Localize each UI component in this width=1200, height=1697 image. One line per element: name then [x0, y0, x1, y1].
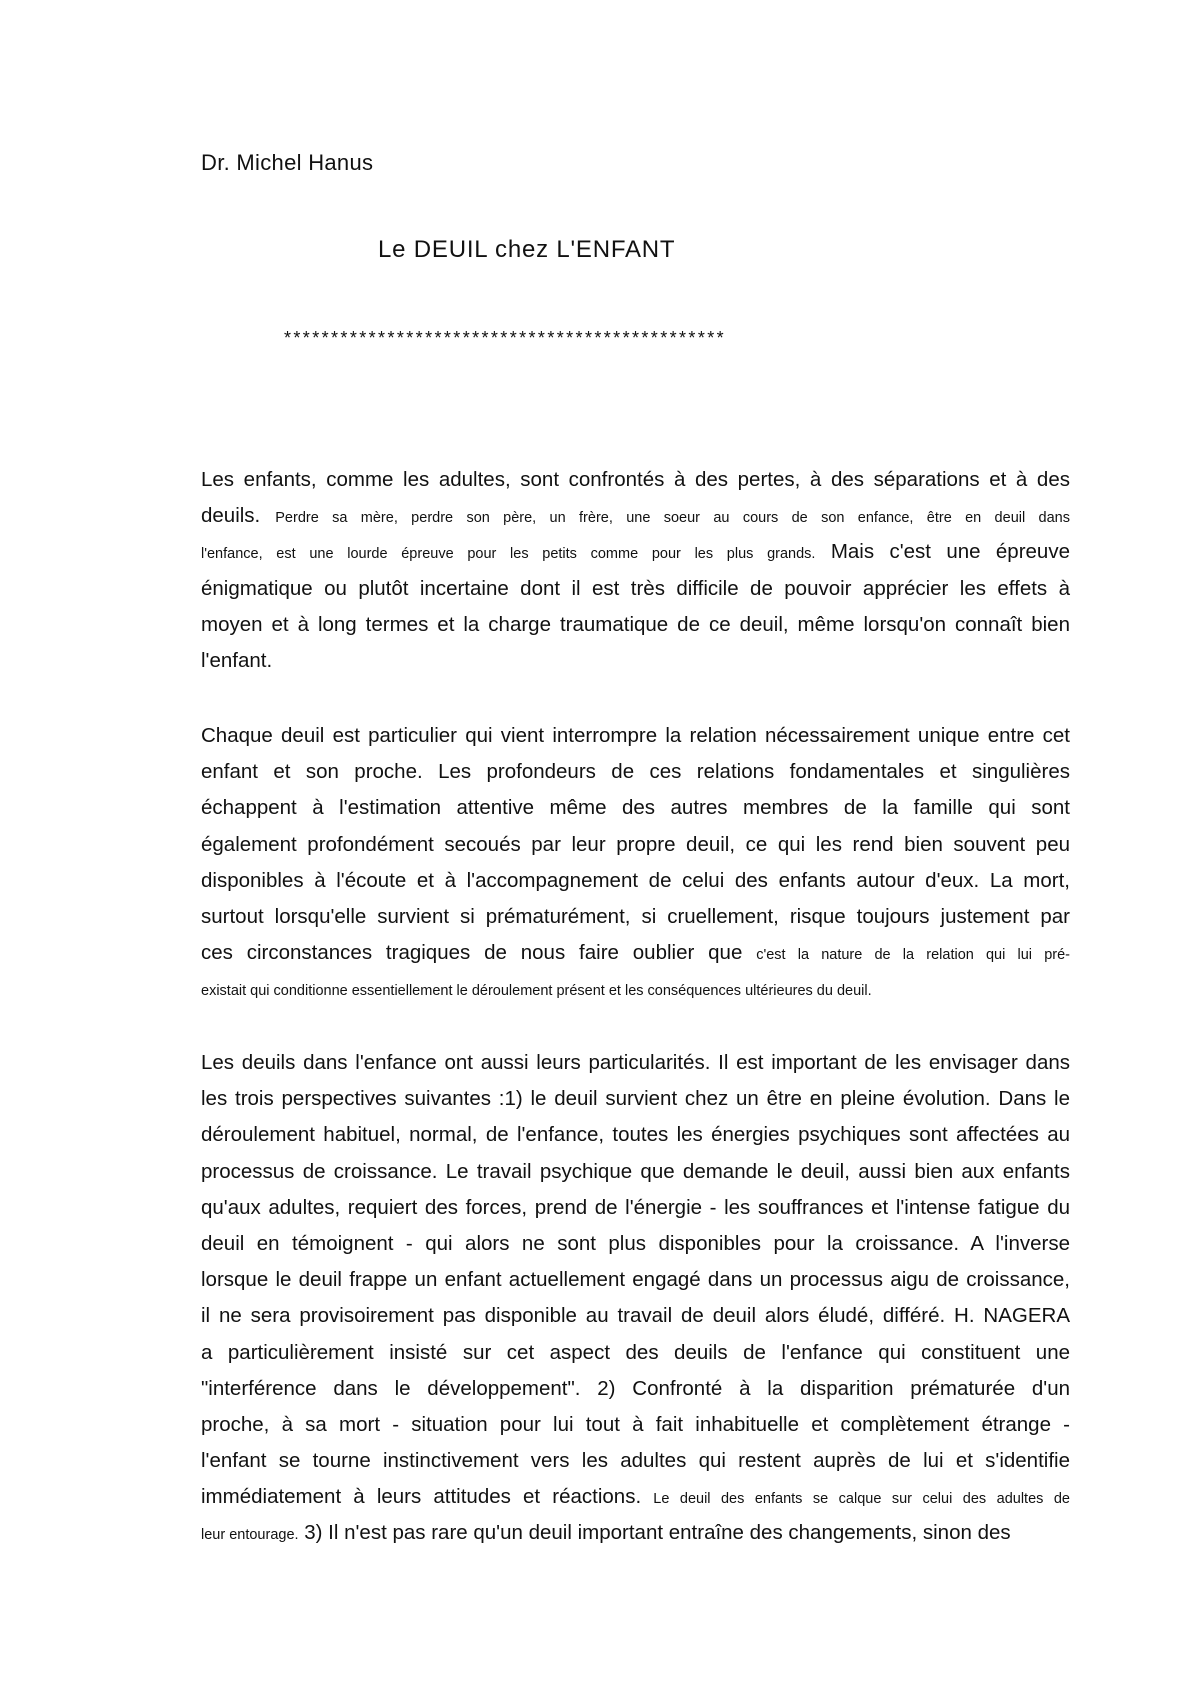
text-run: 3) Il n'est pas rare qu'un deuil important entraîne des changements, sinon des — [298, 1521, 1011, 1545]
paragraph-1 — [201, 462, 1070, 679]
text-run: a particulièrement insisté sur cet aspect des deuils de l'enfance qui constituent une — [201, 1340, 1070, 1364]
text-run-small: existait qui conditionne essentiellement le déroulement présent et les conséquences ultérieures du deuil. — [201, 983, 872, 1000]
text-run: enfant et son proche. Les profondeurs de ces relations fondamentales et singulières — [201, 760, 1070, 784]
text-line — [201, 498, 1070, 534]
text-run: "interférence dans le développement". 2) Confronté à la disparition prématurée d'un — [201, 1376, 1070, 1400]
separator-line: *********************************************** — [284, 328, 727, 348]
author-name: Dr. Michel Hanus — [201, 150, 374, 175]
text-run: Les enfants, comme les adultes, sont confrontés à des pertes, à des séparations et à des — [201, 468, 1070, 491]
text-line — [201, 607, 1070, 643]
text-run: qu'aux adultes, requiert des forces, prend de l'énergie - les souffrances et l'intense fatigue du — [201, 1195, 1070, 1219]
text-line — [201, 1479, 1070, 1515]
text-line — [201, 827, 1070, 863]
text-line — [201, 1226, 1070, 1262]
document-title: Le DEUIL chez L'ENFANT — [378, 236, 676, 263]
text-run: immédiatement à leurs attitudes et réactions. — [201, 1485, 654, 1509]
text-run: échappent à l'estimation attentive même des autres membres de la famille qui sont — [201, 796, 1070, 820]
text-run: processus de croissance. Le travail psychique que demande le deuil, aussi bien aux enfants — [201, 1159, 1070, 1183]
text-run: l'enfant. — [201, 648, 273, 672]
text-run: les trois perspectives suivantes :1) le deuil survient chez un être en pleine évolution. Dans le — [201, 1087, 1070, 1111]
text-line — [201, 935, 1070, 971]
text-line — [201, 718, 1070, 754]
text-line — [201, 899, 1070, 935]
text-run: Chaque deuil est particulier qui vient interrompre la relation nécessairement unique entre cet — [201, 724, 1070, 747]
text-line — [201, 1262, 1070, 1298]
text-line — [201, 1154, 1070, 1190]
text-run-small: l'enfance, est une lourde épreuve pour les petits comme pour les plus grands. — [201, 546, 816, 563]
text-line — [201, 790, 1070, 826]
text-run: deuil en témoignent - qui alors ne sont plus disponibles pour la croissance. A l'inverse — [201, 1231, 1070, 1255]
text-line — [201, 1335, 1070, 1371]
paragraph-2 — [201, 718, 1070, 1008]
text-run: l'enfant se tourne instinctivement vers les adultes qui restent auprès de lui et s'identifie — [201, 1449, 1070, 1473]
text-line — [201, 1371, 1070, 1407]
text-run: il ne sera provisoirement pas disponible au travail de deuil alors éludé, différé. H. NAGERA — [201, 1304, 1070, 1328]
text-run-small: c'est la nature de la relation qui lui pré- — [756, 947, 1070, 964]
text-line — [201, 1515, 1070, 1551]
text-line — [201, 1081, 1070, 1117]
text-line — [201, 643, 1070, 679]
text-run-small: Le deuil des enfants se calque sur celui des adultes de — [653, 1491, 1070, 1508]
text-run: lorsque le deuil frappe un enfant actuellement engagé dans un processus aigu de croissance, — [201, 1268, 1070, 1292]
text-line — [201, 462, 1070, 498]
text-line — [201, 1190, 1070, 1226]
text-run: disponibles à l'écoute et à l'accompagnement de celui des enfants autour d'eux. La mort, — [201, 868, 1070, 892]
text-line — [201, 571, 1070, 607]
text-line — [201, 534, 1070, 570]
text-run: énigmatique ou plutôt incertaine dont il est très difficile de pouvoir apprécier les effets à — [201, 576, 1070, 600]
text-run: ces circonstances tragiques de nous faire oublier que — [201, 941, 757, 965]
text-run-small: leur entourage. — [201, 1527, 299, 1544]
text-run: surtout lorsqu'elle survient si prématurément, si cruellement, risque toujours justement par — [201, 904, 1070, 928]
text-line — [201, 1443, 1070, 1479]
text-run-small: Perdre sa mère, perdre son père, un frère, une soeur au cours de son enfance, être en deuil dans — [275, 510, 1070, 527]
text-run: également profondément secoués par leur propre deuil, ce qui les rend bien souvent peu — [201, 832, 1070, 856]
paragraph-3 — [201, 1045, 1070, 1552]
text-run: deuils. — [201, 504, 276, 528]
text-line — [201, 1407, 1070, 1443]
text-line — [201, 1298, 1070, 1334]
text-line — [201, 754, 1070, 790]
text-line — [201, 863, 1070, 899]
text-run: Mais c'est une épreuve — [815, 540, 1070, 564]
text-run: Les deuils dans l'enfance ont aussi leurs particularités. Il est important de les envisager dans — [201, 1051, 1070, 1074]
text-run: moyen et à long termes et la charge traumatique de ce deuil, même lorsqu'on connaît bien — [201, 612, 1070, 636]
text-run: déroulement habituel, normal, de l'enfance, toutes les énergies psychiques sont affectées au — [201, 1123, 1070, 1147]
text-line — [201, 971, 1070, 1007]
text-run: proche, à sa mort - situation pour lui tout à fait inhabituelle et complètement étrange - — [201, 1412, 1070, 1436]
text-line — [201, 1117, 1070, 1153]
text-line — [201, 1045, 1070, 1081]
